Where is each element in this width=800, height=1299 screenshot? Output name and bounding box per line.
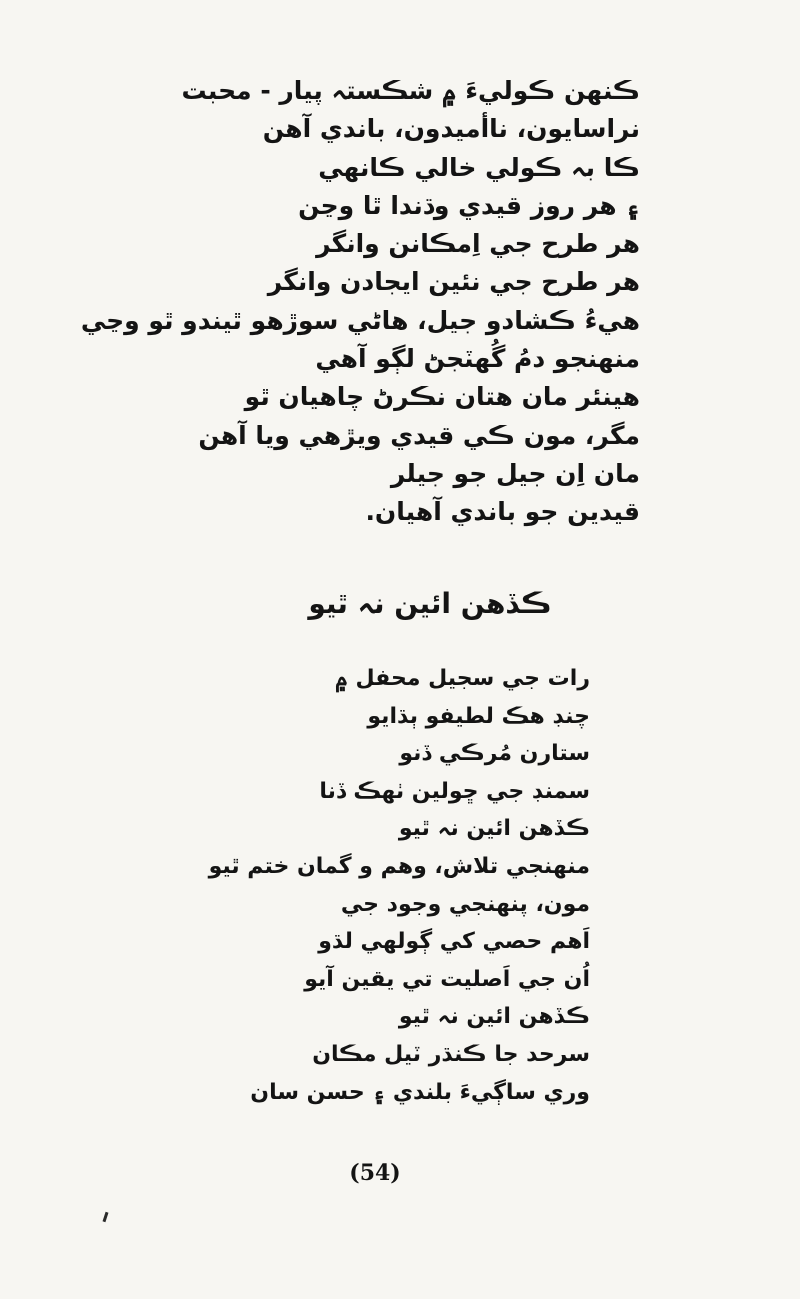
poem-line: سمنڊ جي ڇولين ٺهڪ ڏنا <box>319 778 590 804</box>
poem-line: اُن جي اَصليت تي يقين آيو <box>304 966 590 992</box>
poem-title: ڪڏهن ائين نہ ٿيو <box>308 587 552 620</box>
poem-line: هر طرح جي اِمڪانن وانگر <box>316 229 640 259</box>
poem-line: منهنجو دمُ گُهٽجڻ لڳو آهي <box>315 344 640 374</box>
poem-line: رات جي سجيل محفل ۾ <box>334 666 590 691</box>
poem-line: نراسايون، ناأميدون، باندي آهن <box>262 114 640 144</box>
poem-line: هيءُ ڪشادو جيل، هاڻي سوڙهو ٿيندو ٿو وڃي <box>80 305 640 335</box>
scan-speck <box>103 1212 109 1222</box>
poem-line: وري ساڳيءَ بلندي ۽ حسن سان <box>250 1079 590 1105</box>
poem-line: هر طرح جي نئين ايجادن وانگر <box>267 267 640 297</box>
poem-line: ڪڏهن ائين نہ ٿيو <box>398 816 590 842</box>
poem-line: ڪڏهن ائين نہ ٿيو <box>398 1004 590 1030</box>
page-number: (54) <box>349 1160 401 1186</box>
poem-stanza-continued <box>80 78 640 538</box>
poem-line: ستارن مُرڪي ڏنو <box>399 741 590 767</box>
poem-line: مون، پنهنجي وجود جي <box>340 891 590 917</box>
poem-line: ۽ هر روز قيدي وڌندا ٿا وڃن <box>298 190 640 220</box>
poem-line: منهنجي تلاش، وهم و گمان ختم ٿيو <box>208 853 590 879</box>
poem-stanza <box>130 668 590 1119</box>
poem-line: سرحد جا ڪنڌر ٽيل مڪان <box>312 1041 590 1067</box>
poem-line: هينئر مان هتان نڪرڻ چاهيان ٿو <box>244 382 640 412</box>
poem-line: مان اِن جيل جو جيلر <box>390 458 640 488</box>
poem-line: چنڊ هڪ لطيفو ٻڌايو <box>367 703 590 729</box>
poem-line: ڪا بہ ڪولي خالي ڪانهي <box>318 152 640 182</box>
poem-line: مگر، مون ڪي قيدي ويڙهي ويا آهن <box>198 420 640 450</box>
poem-line: قيدين جو باندي آهيان. <box>365 497 640 527</box>
poem-line: اَهم حصي کي ڳولهي لڌو <box>318 929 590 955</box>
poem-line: ڪنهن ڪوليءَ ۾ شڪستہ پيار - محبت <box>181 76 640 105</box>
